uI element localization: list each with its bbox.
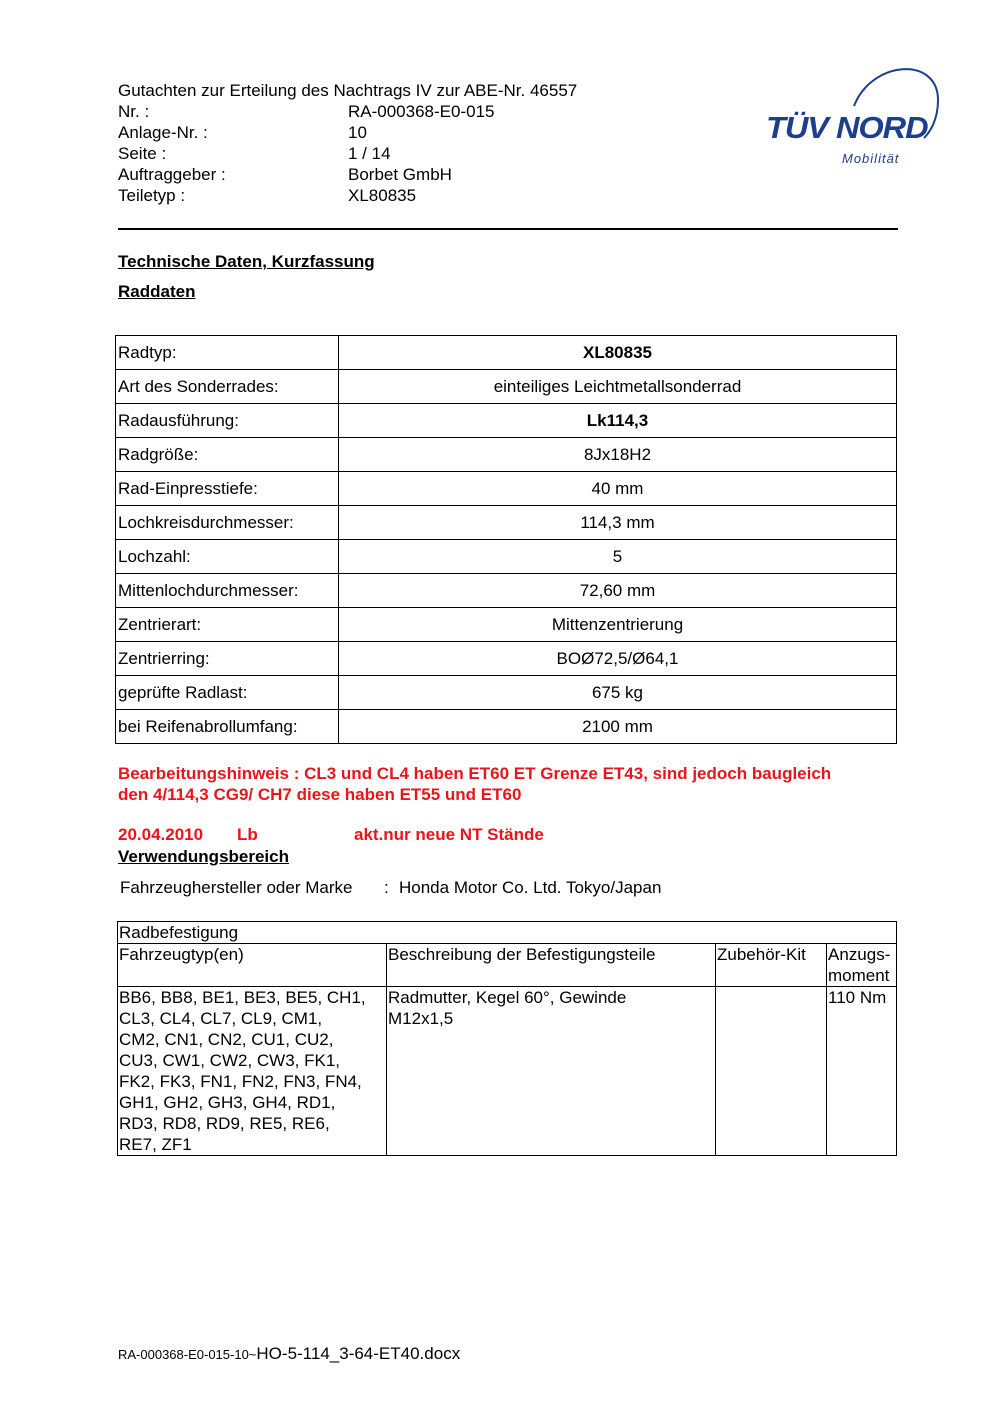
mounting-title: Radbefestigung: [118, 922, 897, 944]
header-row: [118, 101, 577, 122]
table-row: [116, 540, 897, 574]
footer-large: HO-5-114_3-64-ET40.docx: [256, 1344, 461, 1363]
row-value: 40 mm: [339, 472, 897, 506]
row-value: 5: [339, 540, 897, 574]
table-row: [116, 608, 897, 642]
header-value: XL80835: [348, 186, 417, 205]
header-value: Borbet GmbH: [348, 165, 452, 184]
row-value: 675 kg: [339, 676, 897, 710]
table-row: [118, 922, 897, 944]
header-value: 1 / 14: [348, 144, 391, 163]
types-line: CU3, CW1, CW2, CW3, FK1,: [119, 1051, 341, 1070]
desc-line: M12x1,5: [388, 1009, 454, 1028]
header-row: [118, 143, 577, 164]
row-value: Lk114,3: [339, 404, 897, 438]
maker-value: Honda Motor Co. Ltd. Tokyo/Japan: [399, 878, 662, 897]
row-value: 114,3 mm: [339, 506, 897, 540]
row-label: Lochzahl:: [116, 540, 339, 574]
header-label: Auftraggeber :: [118, 165, 226, 184]
types-line: FK2, FK3, FN1, FN2, FN3, FN4,: [119, 1072, 362, 1091]
row-label: Zentrierring:: [116, 642, 339, 676]
processing-note: [118, 763, 908, 805]
types-line: BB6, BB8, BE1, BE3, BE5, CH1,: [119, 988, 366, 1007]
types-line: CM2, CN1, CN2, CU1, CU2,: [119, 1030, 334, 1049]
row-label: Rad-Einpresstiefe:: [116, 472, 339, 506]
row-value: einteiliges Leichtmetallsonderrad: [339, 370, 897, 404]
col-header-torque-line: Anzugs-: [828, 945, 891, 964]
wheel-data-table: [115, 335, 897, 744]
document-header: [118, 80, 577, 206]
col-header-desc: Beschreibung der Befestigungsteile: [387, 944, 716, 987]
desc-line: Radmutter, Kegel 60°, Gewinde: [388, 988, 627, 1007]
logo-subtitle: Mobilität: [842, 151, 900, 166]
header-row: [118, 185, 577, 206]
header-value: 10: [348, 123, 367, 142]
row-label: Radausführung:: [116, 404, 339, 438]
mounting-table: [117, 921, 897, 1156]
vehicle-types: [118, 987, 387, 1156]
table-row: [116, 676, 897, 710]
note-line: den 4/114,3 CG9/ CH7 diese haben ET55 und ET60: [118, 785, 522, 804]
row-label: bei Reifenabrollumfang:: [116, 710, 339, 744]
revision-text: akt.nur neue NT Stände: [354, 825, 544, 844]
table-row: [116, 574, 897, 608]
table-row: [116, 506, 897, 540]
table-row: [116, 642, 897, 676]
revision-date: 20.04.2010: [118, 825, 204, 844]
table-row: [116, 336, 897, 370]
header-title: Gutachten zur Erteilung des Nachtrags IV zur ABE-Nr. 46557: [118, 81, 578, 100]
accessory-kit: [716, 987, 827, 1156]
heading-usage: Verwendungsbereich: [118, 847, 289, 866]
row-label: Mittenlochdurchmesser:: [116, 574, 339, 608]
col-header-torque-line: moment: [828, 966, 890, 985]
col-header-types: Fahrzeugtyp(en): [118, 944, 387, 987]
table-row: [116, 404, 897, 438]
header-label: Nr. :: [118, 102, 150, 121]
types-line: CL3, CL4, CL7, CL9, CM1,: [119, 1009, 323, 1028]
types-line: RE7, ZF1: [119, 1135, 192, 1154]
table-row: [116, 438, 897, 472]
logo-brand: TÜV NORD: [766, 110, 928, 145]
header-label: Teiletyp :: [118, 186, 186, 205]
maker-separator: :: [384, 878, 389, 897]
row-label: Lochkreisdurchmesser:: [116, 506, 339, 540]
row-value: 2100 mm: [339, 710, 897, 744]
tuv-nord-logo: [762, 58, 942, 170]
revision-author: Lb: [237, 825, 258, 844]
footer-small: RA-000368-E0-015-10~: [118, 1347, 257, 1362]
header-divider: [118, 228, 898, 230]
torque-value: 110 Nm: [827, 987, 897, 1156]
footer-filename: [118, 1344, 460, 1364]
header-value: RA-000368-E0-015: [348, 102, 495, 121]
row-label: Radgröße:: [116, 438, 339, 472]
row-value: Mittenzentrierung: [339, 608, 897, 642]
row-value: 8Jx18H2: [339, 438, 897, 472]
table-row: [116, 710, 897, 744]
row-label: geprüfte Radlast:: [116, 676, 339, 710]
heading-tech: Technische Daten, Kurzfassung: [118, 252, 375, 271]
fastener-description: [387, 987, 716, 1156]
row-value: XL80835: [339, 336, 897, 370]
header-row: [118, 164, 577, 185]
row-label: Radtyp:: [116, 336, 339, 370]
header-row: [118, 122, 577, 143]
maker-label: Fahrzeughersteller oder Marke: [120, 878, 353, 897]
row-label: Art des Sonderrades:: [116, 370, 339, 404]
row-value: 72,60 mm: [339, 574, 897, 608]
table-header-row: [118, 944, 897, 987]
col-header-kit: Zubehör-Kit: [716, 944, 827, 987]
table-row: [116, 472, 897, 506]
types-line: RD3, RD8, RD9, RE5, RE6,: [119, 1114, 330, 1133]
row-label: Zentrierart:: [116, 608, 339, 642]
table-row: [116, 370, 897, 404]
header-label: Seite :: [118, 144, 167, 163]
table-row: [118, 987, 897, 1156]
types-line: GH1, GH2, GH3, GH4, RD1,: [119, 1093, 336, 1112]
heading-raddaten: Raddaten: [118, 282, 196, 301]
note-line: Bearbeitungshinweis : CL3 und CL4 haben ET60 ET Grenze ET43, sind jedoch baugleich: [118, 764, 832, 783]
row-value: BOØ72,5/Ø64,1: [339, 642, 897, 676]
header-label: Anlage-Nr. :: [118, 123, 208, 142]
col-header-torque: [827, 944, 897, 987]
